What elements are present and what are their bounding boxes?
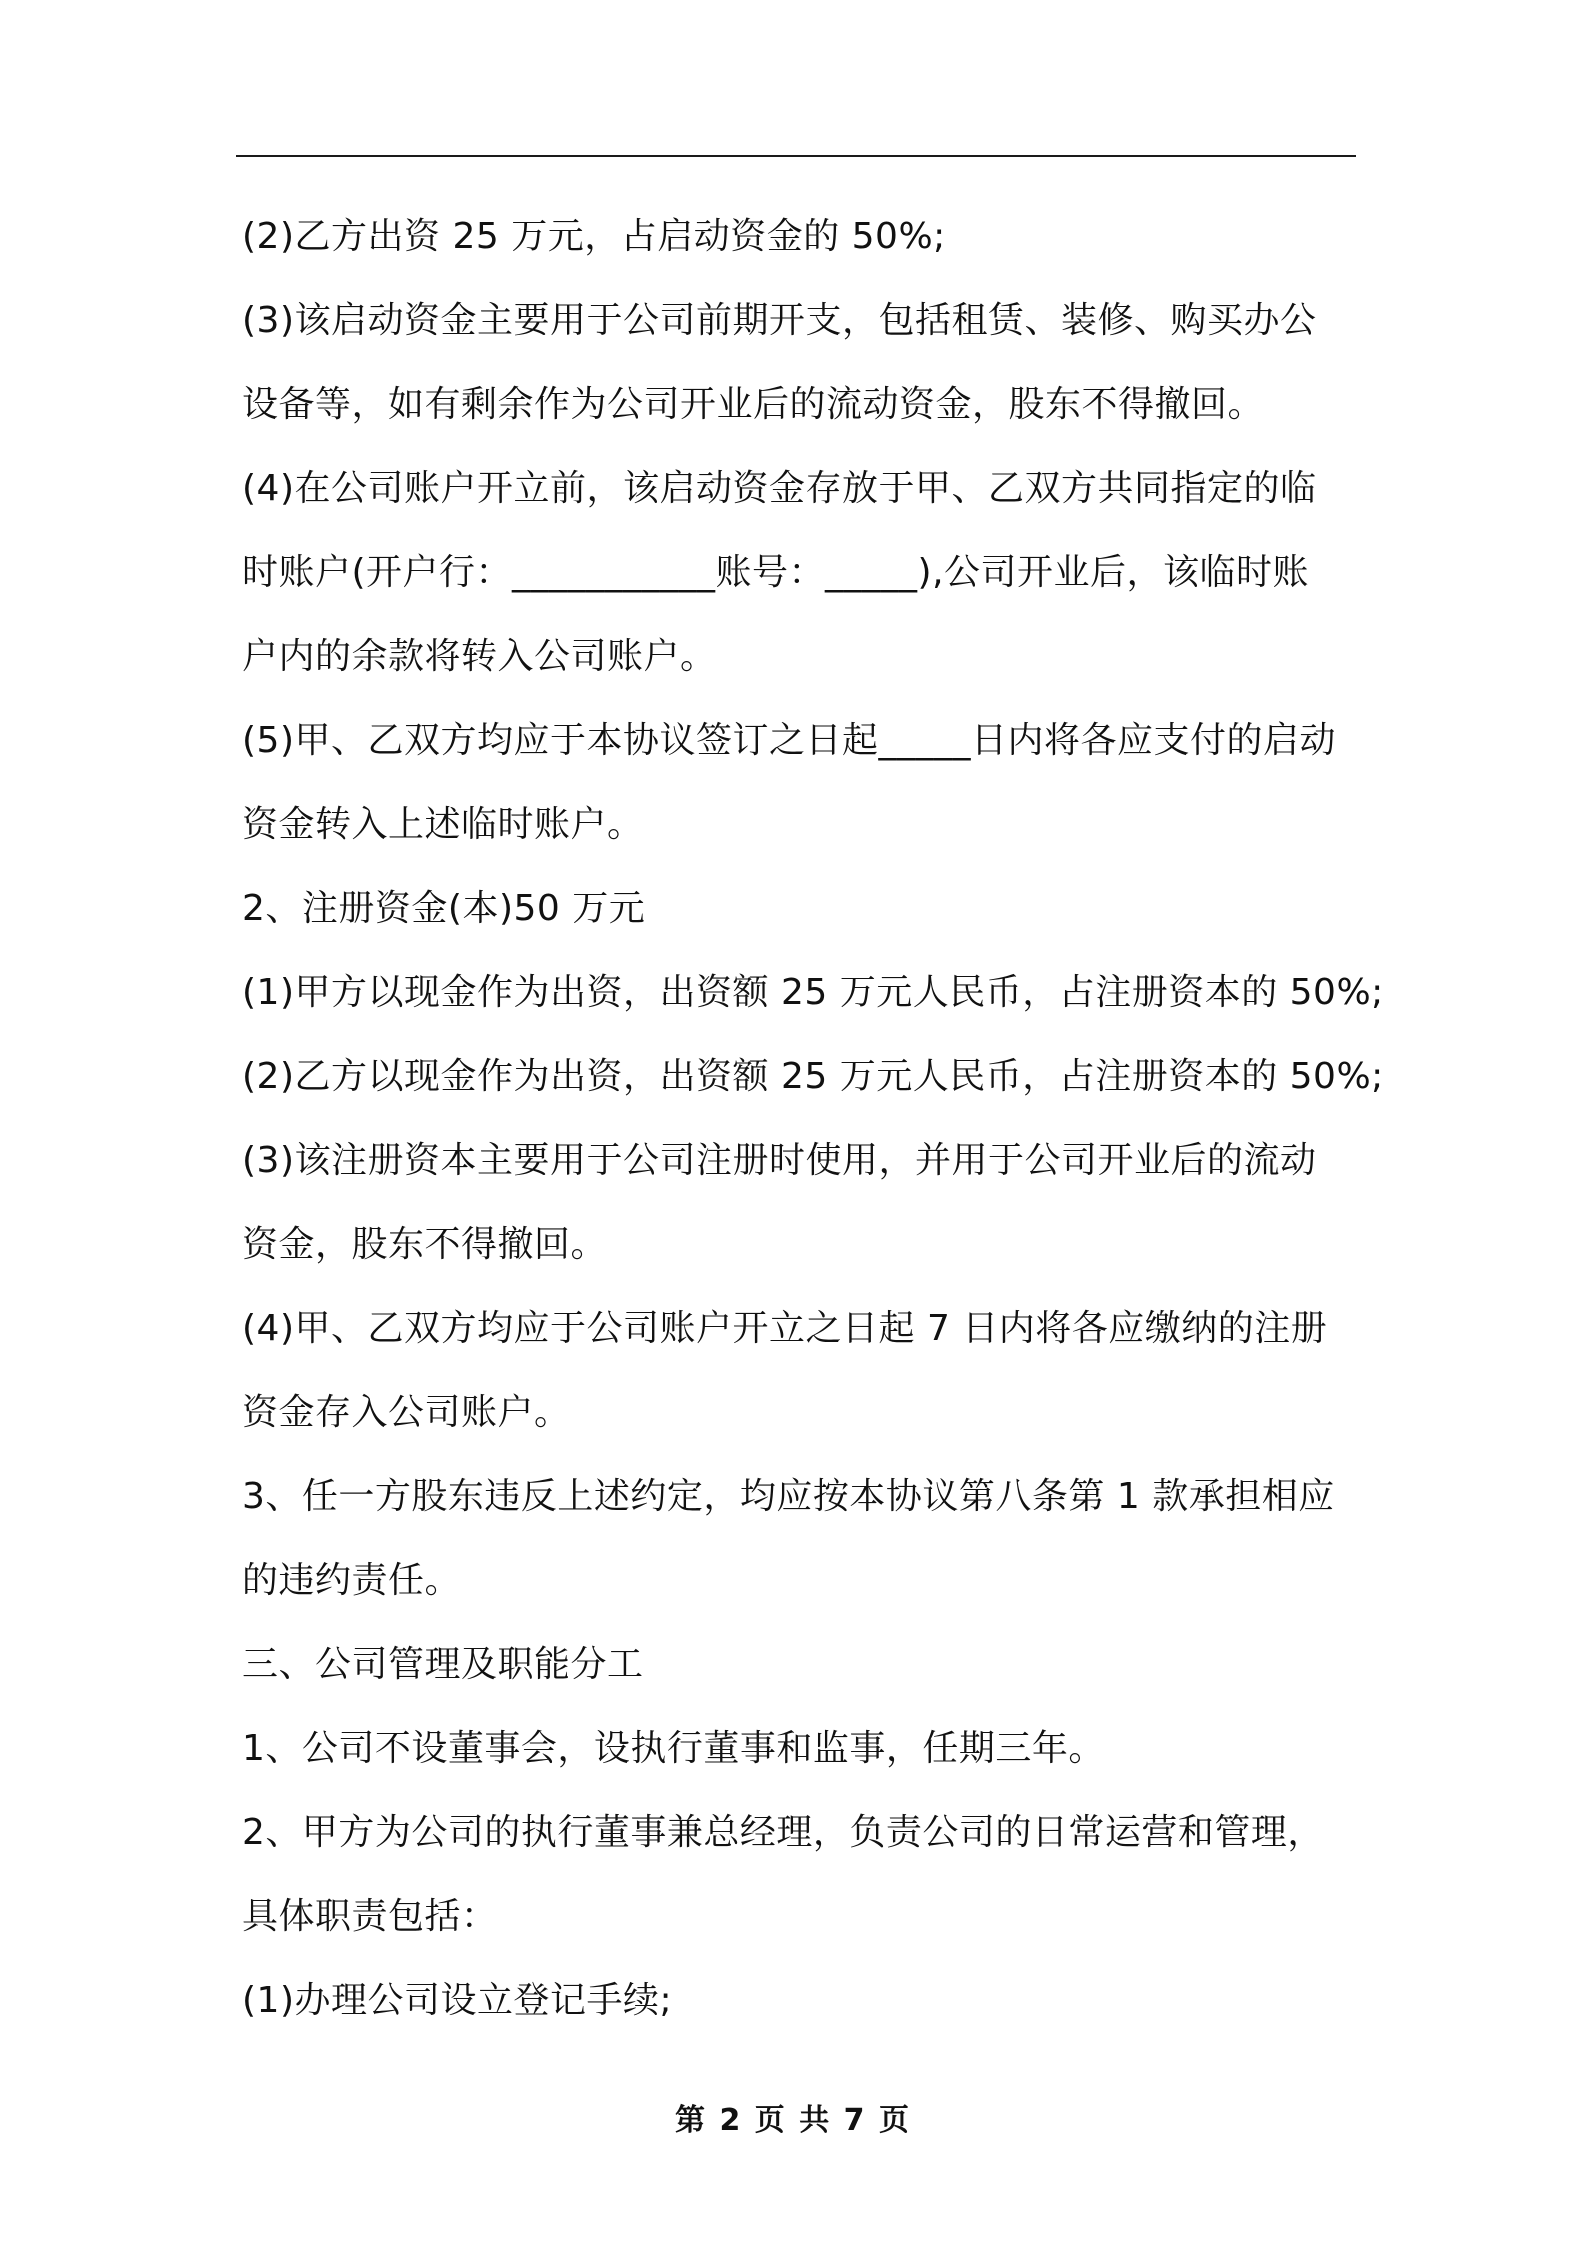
paragraph-line: (4)在公司账户开立前，该启动资金存放于甲、乙双方共同指定的临 (242, 468, 1317, 509)
document-body (242, 195, 1384, 2043)
paragraph-line: (4)甲、乙双方均应于公司账户开立之日起 7 日内将各应缴纳的注册 (242, 1308, 1328, 1349)
paragraph-line: 户内的余款将转入公司账户。 (242, 636, 717, 677)
paragraph-line: 具体职责包括： (242, 1896, 498, 1937)
page-number-footer: 第 2 页 共 7 页 (675, 2103, 911, 2138)
paragraph-line: (3)该启动资金主要用于公司前期开支，包括租赁、装修、购买办公 (242, 300, 1317, 341)
paragraph-line: (1)办理公司设立登记手续; (242, 1980, 673, 2021)
section-heading: 三、公司管理及职能分工 (242, 1644, 644, 1685)
paragraph-line: 时账户(开户行：___________账号：_____),公司开业后，该临时账 (242, 552, 1310, 593)
paragraph-line: 资金，股东不得撤回。 (242, 1224, 608, 1265)
paragraph-line: (3)该注册资本主要用于公司注册时使用，并用于公司开业后的流动 (242, 1140, 1317, 1181)
section-heading: 2、注册资金(本)50 万元 (242, 888, 646, 929)
paragraph-line: 2、甲方为公司的执行董事兼总经理，负责公司的日常运营和管理， (242, 1812, 1324, 1853)
paragraph-line: 资金存入公司账户。 (242, 1392, 571, 1433)
paragraph-line: (2)乙方出资 25 万元，占启动资金的 50%; (242, 216, 946, 257)
paragraph-line: 设备等，如有剩余作为公司开业后的流动资金，股东不得撤回。 (242, 384, 1265, 425)
paragraph-line: (5)甲、乙双方均应于本协议签订之日起_____日内将各应支付的启动 (242, 720, 1336, 761)
paragraph-line: 资金转入上述临时账户。 (242, 804, 644, 845)
paragraph-line: (2)乙方以现金作为出资，出资额 25 万元人民币，占注册资本的 50%; (242, 1056, 1384, 1097)
paragraph-line: 3、任一方股东违反上述约定，均应按本协议第八条第 1 款承担相应 (242, 1476, 1335, 1517)
paragraph-line: 1、公司不设董事会，设执行董事和监事，任期三年。 (242, 1728, 1105, 1769)
header-rule (236, 155, 1356, 157)
paragraph-line: (1)甲方以现金作为出资，出资额 25 万元人民币，占注册资本的 50%; (242, 972, 1384, 1013)
paragraph-line: 的违约责任。 (242, 1560, 462, 1601)
